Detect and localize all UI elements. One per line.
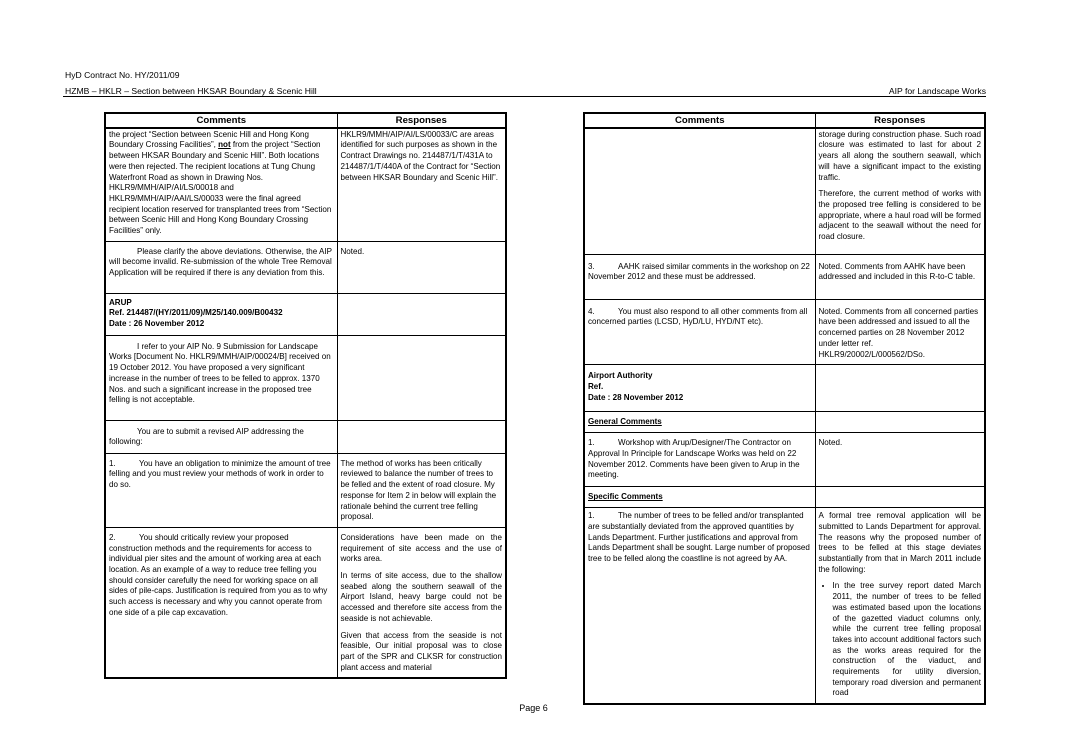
comment-cell	[105, 420, 337, 453]
table-row	[584, 128, 985, 255]
arup-org: ARUP	[109, 297, 132, 307]
response-cell: Noted. Comments from AAHK have been addressed and included in this R-to-C table.	[815, 254, 985, 299]
header-rule	[63, 96, 986, 97]
response-cell	[815, 487, 985, 508]
response-paragraph: Therefore, the current method of works with the proposed tree felling is considered to be appropriate, where a haul road will be formed adjacent to the seawall without the need for road closure.	[818, 189, 981, 242]
table-row	[584, 433, 985, 487]
aa-org: Airport Authority	[588, 371, 653, 381]
item-number: 4.	[588, 306, 595, 316]
table-row	[105, 335, 506, 420]
table-row	[105, 293, 506, 335]
response-cell: HKLR9/MMH/AIP/AI/LS/00033/C are areas identified for such purposes as shown in the Contract Drawings no. 214487/1/T/431A to 214487/1/T/440A of the Contract for “Section between HKSAR Boundary and Scenic Hill”.	[337, 128, 506, 242]
response-bullet-list	[819, 581, 982, 699]
item-number: 1.	[588, 511, 595, 521]
table-row	[584, 487, 985, 508]
table-row	[584, 299, 985, 365]
response-cell: Noted.	[815, 433, 985, 487]
right-comments-table	[583, 112, 986, 705]
comment-cell	[105, 527, 337, 678]
table-row	[584, 365, 985, 412]
response-cell	[815, 365, 985, 412]
response-paragraph: In terms of site access, due to the shallow seabed along the southern seawall of the Airport Island, heavy barge could not be accessed and therefore site access from the seaside is not achievable.	[340, 571, 502, 623]
comment-cell	[584, 433, 815, 487]
response-cell	[337, 335, 506, 420]
comments-header: Comments	[584, 113, 815, 128]
response-paragraph: A formal tree removal application will be submitted to Lands Department for approval. The reasons why the proposed number of trees to be felled at this stage deviates substantially from that in March 2011 include the following:	[818, 511, 981, 574]
comment-text: The number of trees to be felled and/or transplanted are substantially deviated from the approved quantities by Lands Department. Further justifications and approval from Lands Department shall be sought. Large number of proposed tree to be felled along the coastline is not agreed by AA.	[588, 511, 810, 564]
table-row	[105, 241, 506, 293]
comment-text: I refer to your AIP No. 9 Submission for Landscape Works [Document No. HKLR9/MMH/AIP/00024/B] received on 19 October 2012. You have proposed a very significant increase in the number of trees to be felled to approx. 1370 Nos. and such a significant increase in the proposed tree felling is not acceptable.	[109, 341, 331, 405]
response-paragraph: Given that access from the seaside is not feasible, Our initial proposal was to close part of the SPR and CLKSR for construction plant access and material	[340, 630, 502, 672]
aa-date: Date : 28 November 2012	[588, 392, 684, 402]
response-bullet: • In the tree survey report dated March 2011, the number of trees to be felled was estimated based upon the locations of the gazetted viaduct columns only, while the current tree felling proposal takes into account additional factors such as the works areas required for the construction of the viaduct, and requirements for utility diversion, temporary road diversion and permanent road	[833, 581, 982, 699]
response-cell	[815, 128, 985, 255]
comment-cell	[584, 508, 815, 704]
table-row	[105, 420, 506, 453]
left-comments-table	[104, 112, 507, 679]
item-number: 1.	[109, 458, 116, 468]
table-row	[584, 254, 985, 299]
comment-cell	[105, 241, 337, 293]
comment-text: You have an obligation to minimize the amount of tree felling and you must review your methods of work in order to do so.	[109, 458, 331, 490]
response-paragraph: Considerations have been made on the requirement of site access and the use of works area.	[340, 532, 502, 564]
comment-text: You must also respond to all other comments from all concerned parties (LCSD, HyD/LU, HYD/NT etc).	[588, 306, 808, 327]
responses-header: Responses	[337, 113, 506, 128]
comment-text: AAHK raised similar comments in the workshop on 22 November 2012 and these must be addressed.	[588, 261, 810, 282]
response-cell	[815, 508, 985, 704]
responses-header: Responses	[815, 113, 985, 128]
table-row	[584, 508, 985, 704]
table-header-row	[105, 113, 506, 128]
response-cell: The method of works has been critically reviewed to balance the number of trees to be felled and the extent of road closure. My response for Item 2 in below will explain the rationale behind the current tree felling proposal.	[337, 453, 506, 527]
aa-ref: Ref.	[588, 381, 604, 391]
response-paragraph: storage during construction phase. Such road closure was estimated to last for about 2 years all along the southern seawall, which will have a significant impact to the existing traffic.	[818, 129, 981, 182]
response-cell: Noted. Comments from all concerned parties have been addressed and issued to all the concerned parties on 28 November 2012 under letter ref. HKLR9/20002/L/000562/DSo.	[815, 299, 985, 365]
response-cell	[337, 527, 506, 678]
table-row	[105, 527, 506, 678]
response-cell	[337, 420, 506, 453]
table-row	[584, 412, 985, 433]
item-number: 2.	[109, 532, 116, 542]
item-number: 1.	[588, 438, 595, 448]
comment-text: You are to submit a revised AIP addressing the following:	[109, 426, 304, 447]
comment-cell	[584, 365, 815, 412]
response-cell	[337, 293, 506, 335]
item-number: 3.	[588, 261, 595, 271]
table-row	[105, 453, 506, 527]
comment-cell: Specific Comments	[584, 487, 815, 508]
comment-text: Please clarify the above deviations. Otherwise, the AIP will become invalid. Re-submission of the whole Tree Removal Application will be required if there is any deviation from this.	[109, 246, 332, 278]
comments-header: Comments	[105, 113, 337, 128]
comment-cell	[105, 335, 337, 420]
comment-cell	[584, 299, 815, 365]
arup-date: Date : 26 November 2012	[109, 319, 205, 329]
comment-cell: the project “Section between Scenic Hill and Hong Kong Boundary Crossing Facilities”, not from the project “Section between HKSAR Boundary and Scenic Hill”. Both locations were then rejected. The recipient locations at Tung Chung Waterfront Road as shown in Drawing Nos. HKLR9/MMH/AIP/AI/LS/00018 and HKLR9/MMH/AIP/AAI/LS/00033 were the final agreed recipient location reserved for transplanted trees from “Section between Scenic Hill and Hong Kong Boundary Crossing Facilities” only.	[105, 128, 337, 242]
comment-cell: General Comments	[584, 412, 815, 433]
project-section: HZMB – HKLR – Section between HKSAR Boundary & Scenic Hill	[65, 86, 317, 96]
comment-cell	[584, 128, 815, 255]
contract-number: HyD Contract No. HY/2011/09	[65, 70, 180, 80]
response-cell	[815, 412, 985, 433]
document-title: AIP for Landscape Works	[888, 86, 986, 96]
comment-text: You should critically review your proposed construction methods and the requirements for access to individual pier sites and the amount of working area at each location. As an example of a way to reduce tree felling you should consider carefully the need for working space on all sides of pile-caps. Justification is required from you as to why such access is necessary and why you cannot operate from one side of a pile cap excavation.	[109, 532, 328, 617]
comment-cell	[105, 293, 337, 335]
comment-text: Workshop with Arup/Designer/The Contractor on Approval In Principle for Landscape Works was held on 22 November 2012. Comments have been given to Arup in the meeting.	[588, 438, 800, 480]
page-number: Page 6	[519, 703, 548, 713]
table-header-row	[584, 113, 985, 128]
response-cell: Noted.	[337, 241, 506, 293]
table-row	[105, 128, 506, 242]
arup-ref: Ref. 214487/(HY/2011/09)/M25/140.009/B00432	[109, 308, 283, 318]
comment-cell	[584, 254, 815, 299]
comment-cell	[105, 453, 337, 527]
